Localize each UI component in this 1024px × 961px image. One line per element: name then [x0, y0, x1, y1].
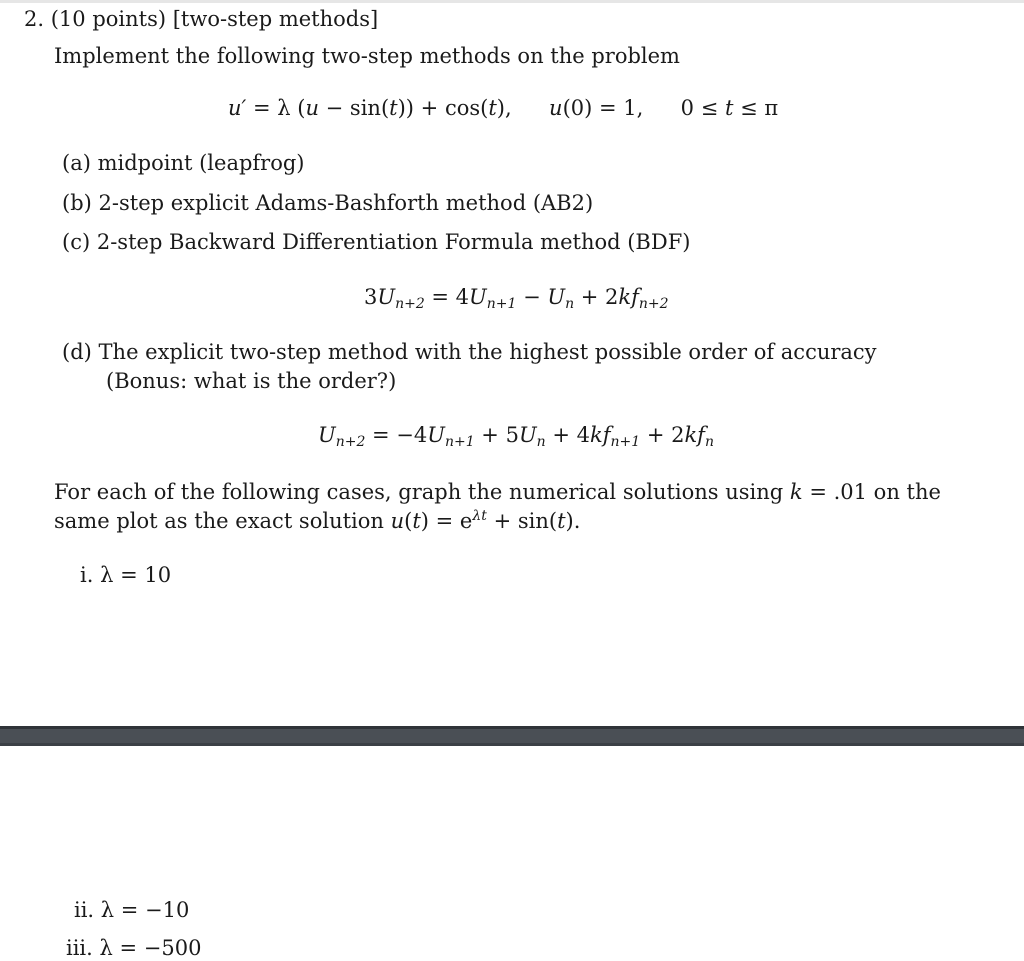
method-d-line1: The explicit two-step method with the highest possible order of accuracy — [98, 340, 877, 364]
instructions-line1 — [54, 479, 941, 505]
instr-k: k — [789, 480, 803, 504]
exp-p1: + 5 — [474, 423, 519, 447]
bdf-kf: kf — [618, 285, 639, 309]
bdf-minus: − — [516, 285, 548, 309]
explicit-formula — [318, 422, 714, 448]
top-rule — [0, 0, 1024, 3]
method-label: (a) — [62, 151, 91, 175]
bdf-sub1: n+2 — [395, 296, 425, 312]
bdf-U1: U — [377, 285, 396, 309]
case-text: λ = 10 — [100, 563, 172, 587]
instructions-line2 — [54, 508, 580, 534]
ode-domain-end: ≤ π — [733, 96, 779, 120]
method-item-d — [62, 339, 877, 365]
case-label: ii. — [74, 898, 95, 922]
bdf-eq: = 4 — [424, 285, 470, 309]
ode-rhs-t1: t — [389, 96, 398, 120]
case-item — [74, 897, 189, 923]
exp-p2: + 4 — [545, 423, 590, 447]
case-label: iii. — [66, 936, 93, 960]
ode-rhs-u: u — [305, 96, 319, 120]
exp-kf1: kf — [589, 423, 611, 447]
case-item — [80, 562, 171, 588]
exp-eq: = −4 — [365, 423, 428, 447]
ode-lhs: u′ — [228, 96, 247, 120]
case-item — [66, 935, 201, 961]
method-text: 2-step Backward Differentiation Formula method (BDF) — [96, 230, 691, 254]
exp-kf2: kf — [684, 423, 705, 447]
instr-u: u — [390, 509, 405, 533]
case-text: λ = −10 — [100, 898, 190, 922]
instr-text: For each of the following cases, graph the numerical solutions using — [54, 480, 790, 504]
bdf-U3: U — [547, 285, 566, 309]
instr-text: + sin( — [486, 509, 558, 533]
instr-exp-lambda: λ — [472, 508, 482, 524]
ode-rhs-t2: t — [488, 96, 497, 120]
exp-sub3: n — [536, 434, 546, 450]
ode-ic-text: (0) = 1, — [562, 96, 644, 120]
bdf-sub3: n — [565, 296, 575, 312]
exp-p3: + 2 — [640, 423, 685, 447]
method-item — [62, 229, 690, 255]
bdf-formula — [364, 284, 669, 310]
exp-sub5: n — [704, 434, 714, 450]
bdf-sub2: n+1 — [486, 296, 517, 312]
bdf-sub4: n+2 — [638, 296, 669, 312]
case-text: λ = −500 — [99, 936, 202, 960]
method-item — [62, 190, 593, 216]
instr-text: same plot as the exact solution — [54, 509, 391, 533]
ode-rhs-mid: − sin( — [318, 96, 390, 120]
exp-U2: U — [427, 423, 445, 447]
case-label: i. — [80, 563, 94, 587]
problem-number: 2. — [24, 7, 45, 31]
method-d-line2: (Bonus: what is the order?) — [106, 369, 397, 393]
problem-title: (10 points) [two-step methods] — [50, 7, 379, 31]
bdf-plus: + 2 — [574, 285, 619, 309]
ode-rhs-mid2: )) + cos( — [397, 96, 489, 120]
instr-text: = .01 on the — [802, 480, 941, 504]
instr-text: ). — [565, 509, 581, 533]
method-label: (b) — [62, 191, 92, 215]
problem-heading — [24, 6, 378, 32]
exp-sub4: n+1 — [610, 434, 641, 450]
method-label: (c) — [62, 230, 91, 254]
method-text: midpoint (leapfrog) — [97, 151, 305, 175]
instr-exp-t: t — [481, 508, 487, 524]
method-item — [62, 150, 305, 176]
method-label: (d) — [62, 340, 92, 364]
instr-text: ) = e — [420, 509, 473, 533]
exp-sub1: n+2 — [335, 434, 366, 450]
ode-domain-start: 0 ≤ — [680, 96, 725, 120]
bdf-coef: 3 — [364, 285, 378, 309]
ode-domain-t: t — [724, 96, 734, 120]
ode-rhs-start: λ ( — [277, 96, 306, 120]
instr-t2: t — [557, 509, 566, 533]
instr-t: t — [412, 509, 421, 533]
exp-U3: U — [518, 423, 537, 447]
ode-equation: u′ = λ (u − sin(t)) + cos(t), u(0) = 1, 0 ≤ t ≤ π — [228, 96, 779, 120]
exp-sub2: n+1 — [444, 434, 475, 450]
page-break-band — [0, 726, 1024, 746]
bdf-U2: U — [469, 285, 487, 309]
ode-ic-u: u — [549, 96, 563, 120]
instr-text: ( — [404, 509, 413, 533]
method-text: 2-step explicit Adams-Bashforth method (AB2) — [98, 191, 594, 215]
exp-U1: U — [318, 423, 336, 447]
problem-intro: Implement the following two-step methods on the problem — [54, 44, 680, 68]
ode-rhs-end: ), — [496, 96, 512, 120]
